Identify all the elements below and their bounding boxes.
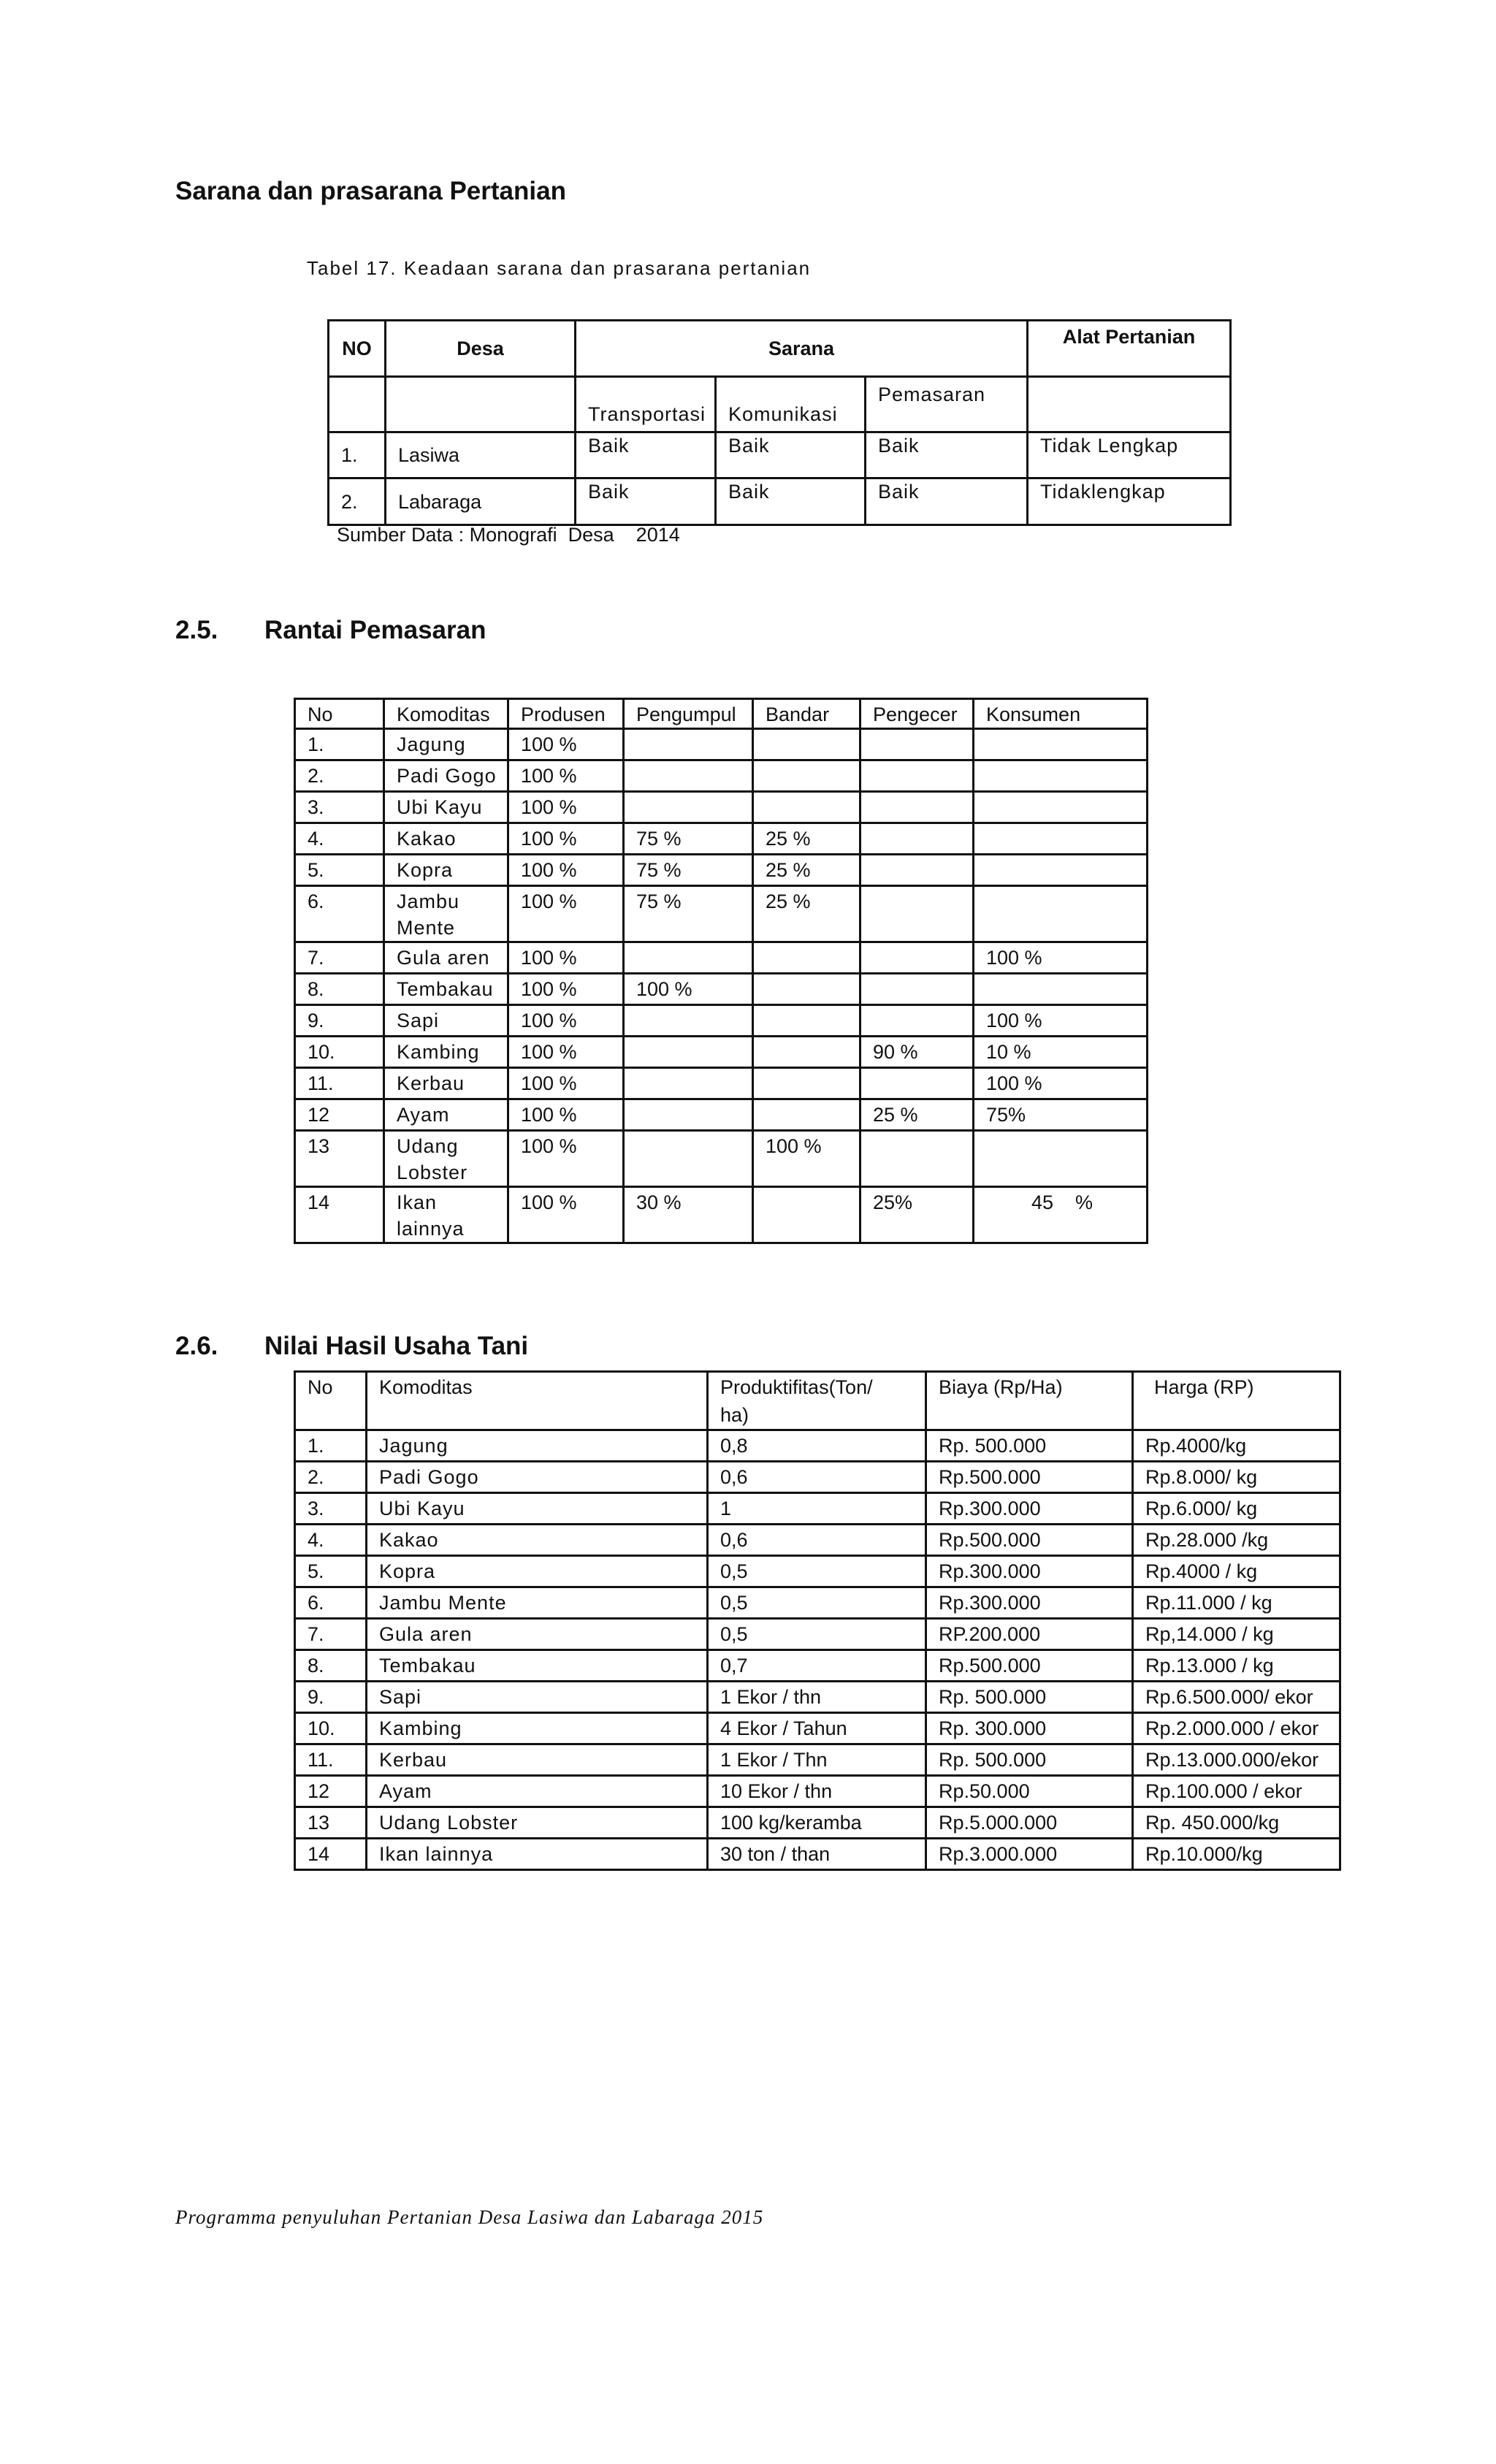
table-row: [295, 1462, 1340, 1493]
cell-konsumen: 100 %: [974, 1068, 1148, 1099]
cell-no: 10.: [295, 1713, 367, 1744]
cell-bandar: [753, 1068, 860, 1099]
cell-harga: Rp.11.000 / kg: [1133, 1587, 1340, 1619]
header-komunikasi: Komunikasi: [716, 377, 866, 432]
cell-pengumpul: [624, 1099, 753, 1131]
cell-komoditas: Sapi: [384, 1005, 508, 1037]
nilai-hasil-table: [294, 1370, 1341, 1871]
page-footer: Programma penyuluhan Pertanian Desa Lasiwa dan Labaraga 2015: [175, 2206, 764, 2228]
cell-komoditas: Udang Lobster: [384, 1131, 508, 1187]
cell-harga: Rp.4000 / kg: [1133, 1556, 1340, 1587]
header-row: [295, 1372, 1340, 1430]
cell-produktifitas: 100 kg/keramba: [708, 1807, 926, 1839]
cell-komoditas: Ayam: [367, 1776, 708, 1807]
cell-produsen: 100 %: [508, 1099, 624, 1131]
header-desa: Desa: [386, 321, 576, 377]
table-row: [295, 760, 1148, 792]
cell-no: 9.: [295, 1682, 367, 1713]
header-biaya: Biaya (Rp/Ha): [926, 1372, 1133, 1430]
header-komoditas: Komoditas: [367, 1372, 708, 1430]
cell-biaya: Rp. 500.000: [926, 1682, 1133, 1713]
cell-pengumpul: 30 %: [624, 1187, 753, 1243]
cell-bandar: 25 %: [753, 823, 860, 855]
header-konsumen: Konsumen: [974, 699, 1148, 729]
cell-harga: Rp,14.000 / kg: [1133, 1619, 1340, 1650]
cell-produktifitas: 0,6: [708, 1525, 926, 1556]
source-note: Sumber Data : Monografi Desa 2014: [337, 524, 680, 546]
header-pengumpul: Pengumpul: [624, 699, 753, 729]
cell-konsumen: 100 %: [974, 1005, 1148, 1037]
cell-no: 2.: [329, 478, 386, 525]
cell-komoditas: Udang Lobster: [367, 1807, 708, 1839]
cell-pengecer: 90 %: [860, 1037, 974, 1068]
cell-no: 6.: [295, 1587, 367, 1619]
cell-biaya: Rp.500.000: [926, 1525, 1133, 1556]
cell-pengumpul: 100 %: [624, 974, 753, 1005]
cell-alat: Tidak Lengkap: [1028, 432, 1231, 478]
cell-bandar: 25 %: [753, 855, 860, 886]
cell-pemasaran: Baik: [866, 478, 1028, 525]
cell-bandar: [753, 1187, 860, 1243]
table-row: [295, 1037, 1148, 1068]
cell-produsen: 100 %: [508, 1131, 624, 1187]
cell-harga: Rp.28.000 /kg: [1133, 1525, 1340, 1556]
cell-no: 1.: [329, 432, 386, 478]
cell-no: 1.: [295, 729, 384, 760]
cell-komoditas: Jambu Mente: [367, 1587, 708, 1619]
cell-komoditas: Gula aren: [384, 942, 508, 974]
cell-komoditas: Tembakau: [367, 1650, 708, 1682]
cell-biaya: Rp. 500.000: [926, 1744, 1133, 1776]
table-row: [295, 729, 1148, 760]
cell-no: 14: [295, 1187, 384, 1243]
table-row: [295, 1099, 1148, 1131]
cell-biaya: Rp.300.000: [926, 1556, 1133, 1587]
cell-komoditas: Kerbau: [367, 1744, 708, 1776]
cell-harga: Rp.6.500.000/ ekor: [1133, 1682, 1340, 1713]
header-pemasaran: Pemasaran: [866, 377, 1028, 432]
cell-produsen: 100 %: [508, 886, 624, 942]
header-produsen: Produsen: [508, 699, 624, 729]
table-row: [295, 886, 1148, 942]
table-row: [295, 1005, 1148, 1037]
header-no: No: [295, 699, 384, 729]
cell-produktifitas: 0,8: [708, 1430, 926, 1462]
cell-komoditas: Ubi Kayu: [384, 792, 508, 823]
section-title-nilai: Nilai Hasil Usaha Tani: [264, 1332, 529, 1360]
cell-pengecer: [860, 792, 974, 823]
table-row: [295, 1587, 1340, 1619]
cell-produsen: 100 %: [508, 1037, 624, 1068]
table-row: [295, 1430, 1340, 1462]
header-pengecer: Pengecer: [860, 699, 974, 729]
cell-produsen: 100 %: [508, 760, 624, 792]
cell-konsumen: 10 %: [974, 1037, 1148, 1068]
cell-komoditas: Padi Gogo: [367, 1462, 708, 1493]
header-harga: Harga (RP): [1133, 1372, 1340, 1430]
cell-produsen: 100 %: [508, 792, 624, 823]
cell-komoditas: Gula aren: [367, 1619, 708, 1650]
cell-produktifitas: 1 Ekor / thn: [708, 1682, 926, 1713]
cell-transportasi: Baik: [576, 478, 716, 525]
cell-biaya: Rp.500.000: [926, 1462, 1133, 1493]
table-row: [295, 1807, 1340, 1839]
cell-harga: Rp.4000/kg: [1133, 1430, 1340, 1462]
cell-no: 9.: [295, 1005, 384, 1037]
cell-produsen: 100 %: [508, 1187, 624, 1243]
cell-konsumen: [974, 792, 1148, 823]
header-transportasi: Transportasi: [576, 377, 716, 432]
table-row: [295, 942, 1148, 974]
cell-bandar: [753, 1099, 860, 1131]
cell-harga: Rp.100.000 / ekor: [1133, 1776, 1340, 1807]
cell-no: 8.: [295, 1650, 367, 1682]
table-row: [295, 1187, 1148, 1243]
cell-no: 4.: [295, 823, 384, 855]
cell-bandar: [753, 942, 860, 974]
table-row: [329, 432, 1231, 478]
cell-no: 7.: [295, 1619, 367, 1650]
cell-bandar: [753, 1037, 860, 1068]
cell-biaya: Rp.300.000: [926, 1587, 1133, 1619]
cell-bandar: [753, 792, 860, 823]
table-row: [295, 792, 1148, 823]
cell-pemasaran: Baik: [866, 432, 1028, 478]
cell-no: 8.: [295, 974, 384, 1005]
cell-pengecer: [860, 942, 974, 974]
cell-no: 10.: [295, 1037, 384, 1068]
cell-bandar: [753, 760, 860, 792]
cell-pengumpul: [624, 1037, 753, 1068]
cell-no: 11.: [295, 1068, 384, 1099]
cell-produktifitas: 0,5: [708, 1556, 926, 1587]
cell-komoditas: Kambing: [367, 1713, 708, 1744]
cell-komoditas: Ubi Kayu: [367, 1493, 708, 1525]
cell-pengumpul: [624, 1068, 753, 1099]
cell-no: 4.: [295, 1525, 367, 1556]
cell-konsumen: 45 %: [974, 1187, 1148, 1243]
table-row: [295, 1619, 1340, 1650]
cell-pengecer: 25%: [860, 1187, 974, 1243]
cell-harga: Rp.13.000.000/ekor: [1133, 1744, 1340, 1776]
table-row: [295, 823, 1148, 855]
cell-harga: Rp.6.000/ kg: [1133, 1493, 1340, 1525]
cell-produsen: 100 %: [508, 729, 624, 760]
cell-produktifitas: 10 Ekor / thn: [708, 1776, 926, 1807]
table-row: [295, 1131, 1148, 1187]
cell-pengumpul: [624, 760, 753, 792]
cell-desa: Lasiwa: [386, 432, 576, 478]
cell-no: 2.: [295, 760, 384, 792]
header-no: NO: [329, 321, 386, 377]
cell-komoditas: Jagung: [367, 1430, 708, 1462]
header-alat-pertanian: Alat Pertanian: [1028, 321, 1231, 377]
cell-komoditas: Kerbau: [384, 1068, 508, 1099]
cell-pengecer: [860, 760, 974, 792]
cell-komunikasi: Baik: [716, 432, 866, 478]
section-title-sarana: Sarana dan prasarana Pertanian: [175, 177, 566, 205]
table-row: [295, 1650, 1340, 1682]
cell-pengumpul: 75 %: [624, 855, 753, 886]
cell-biaya: Rp. 300.000: [926, 1713, 1133, 1744]
table-row: [295, 974, 1148, 1005]
cell-pengecer: 25 %: [860, 1099, 974, 1131]
cell-no: 12: [295, 1776, 367, 1807]
cell-bandar: 25 %: [753, 886, 860, 942]
cell-pengecer: [860, 974, 974, 1005]
cell-pengumpul: 75 %: [624, 823, 753, 855]
cell-no: 3.: [295, 1493, 367, 1525]
cell-produktifitas: 0,5: [708, 1587, 926, 1619]
cell-konsumen: [974, 974, 1148, 1005]
cell-komoditas: Ayam: [384, 1099, 508, 1131]
cell-pengumpul: [624, 1131, 753, 1187]
cell-no: 11.: [295, 1744, 367, 1776]
cell-transportasi: Baik: [576, 432, 716, 478]
cell-harga: Rp.2.000.000 / ekor: [1133, 1713, 1340, 1744]
sarana-table: [327, 319, 1232, 526]
cell-produsen: 100 %: [508, 1068, 624, 1099]
table-row: [295, 855, 1148, 886]
cell-konsumen: 75%: [974, 1099, 1148, 1131]
header-komoditas: Komoditas: [384, 699, 508, 729]
table-row: [295, 1556, 1340, 1587]
cell-biaya: Rp.5.000.000: [926, 1807, 1133, 1839]
cell-pengumpul: [624, 1005, 753, 1037]
cell-konsumen: [974, 886, 1148, 942]
header-blank: [329, 377, 386, 432]
cell-komoditas: Kakao: [384, 823, 508, 855]
cell-produktifitas: 1 Ekor / Thn: [708, 1744, 926, 1776]
table-row: [329, 478, 1231, 525]
cell-pengecer: [860, 1131, 974, 1187]
cell-pengecer: [860, 855, 974, 886]
cell-komoditas: Padi Gogo: [384, 760, 508, 792]
cell-produsen: 100 %: [508, 823, 624, 855]
cell-produktifitas: 1: [708, 1493, 926, 1525]
cell-no: 3.: [295, 792, 384, 823]
cell-produktifitas: 4 Ekor / Tahun: [708, 1713, 926, 1744]
cell-konsumen: [974, 729, 1148, 760]
cell-no: 2.: [295, 1462, 367, 1493]
cell-bandar: [753, 974, 860, 1005]
cell-no: 6.: [295, 886, 384, 942]
cell-biaya: Rp.3.000.000: [926, 1839, 1133, 1870]
cell-harga: Rp.13.000 / kg: [1133, 1650, 1340, 1682]
cell-pengecer: [860, 886, 974, 942]
cell-biaya: Rp.500.000: [926, 1650, 1133, 1682]
header-blank: [1028, 377, 1231, 432]
cell-komoditas: Kambing: [384, 1037, 508, 1068]
section-number-nilai: 2.6.: [175, 1332, 218, 1360]
cell-pengumpul: [624, 942, 753, 974]
cell-harga: Rp.10.000/kg: [1133, 1839, 1340, 1870]
cell-komunikasi: Baik: [716, 478, 866, 525]
cell-komoditas: Ikan lainnya: [367, 1839, 708, 1870]
cell-pengumpul: [624, 792, 753, 823]
cell-produktifitas: 0,7: [708, 1650, 926, 1682]
rantai-pemasaran-table: [294, 698, 1148, 1244]
cell-no: 5.: [295, 1556, 367, 1587]
header-blank: [386, 377, 576, 432]
header-row: [295, 699, 1148, 729]
cell-konsumen: [974, 823, 1148, 855]
cell-desa: Labaraga: [386, 478, 576, 525]
table-row: [295, 1776, 1340, 1807]
cell-biaya: Rp. 500.000: [926, 1430, 1133, 1462]
cell-no: 14: [295, 1839, 367, 1870]
cell-konsumen: [974, 760, 1148, 792]
cell-harga: Rp. 450.000/kg: [1133, 1807, 1340, 1839]
table-row: [295, 1682, 1340, 1713]
cell-produsen: 100 %: [508, 855, 624, 886]
cell-konsumen: [974, 1131, 1148, 1187]
cell-pengumpul: 75 %: [624, 886, 753, 942]
cell-no: 12: [295, 1099, 384, 1131]
cell-komoditas: Kopra: [367, 1556, 708, 1587]
cell-bandar: [753, 729, 860, 760]
section-title-rantai: Rantai Pemasaran: [264, 616, 486, 644]
cell-no: 5.: [295, 855, 384, 886]
cell-biaya: Rp.300.000: [926, 1493, 1133, 1525]
cell-produktifitas: 0,5: [708, 1619, 926, 1650]
cell-produsen: 100 %: [508, 942, 624, 974]
cell-biaya: RP.200.000: [926, 1619, 1133, 1650]
table-row: [295, 1068, 1148, 1099]
cell-pengecer: [860, 823, 974, 855]
cell-pengecer: [860, 1005, 974, 1037]
cell-komoditas: Jagung: [384, 729, 508, 760]
cell-komoditas: Tembakau: [384, 974, 508, 1005]
cell-komoditas: Ikan lainnya: [384, 1187, 508, 1243]
cell-komoditas: Kakao: [367, 1525, 708, 1556]
cell-bandar: 100 %: [753, 1131, 860, 1187]
cell-pengumpul: [624, 729, 753, 760]
header-no: No: [295, 1372, 367, 1430]
table-row: [295, 1839, 1340, 1870]
table-17-caption: Tabel 17. Keadaan sarana dan prasarana pertanian: [307, 257, 812, 279]
cell-pengecer: [860, 1068, 974, 1099]
cell-no: 7.: [295, 942, 384, 974]
section-number-rantai: 2.5.: [175, 616, 218, 644]
header-produktifitas: Produktifitas(Ton/ ha): [708, 1372, 926, 1430]
cell-konsumen: [974, 855, 1148, 886]
cell-konsumen: 100 %: [974, 942, 1148, 974]
cell-komoditas: Kopra: [384, 855, 508, 886]
cell-harga: Rp.8.000/ kg: [1133, 1462, 1340, 1493]
cell-no: 1.: [295, 1430, 367, 1462]
cell-produsen: 100 %: [508, 974, 624, 1005]
header-bandar: Bandar: [753, 699, 860, 729]
cell-komoditas: Sapi: [367, 1682, 708, 1713]
cell-produsen: 100 %: [508, 1005, 624, 1037]
header-sarana: Sarana: [576, 321, 1028, 377]
cell-no: 13: [295, 1807, 367, 1839]
cell-alat: Tidaklengkap: [1028, 478, 1231, 525]
cell-produktifitas: 0,6: [708, 1462, 926, 1493]
table-row: [295, 1744, 1340, 1776]
cell-bandar: [753, 1005, 860, 1037]
table-row: [295, 1525, 1340, 1556]
table-row: [295, 1493, 1340, 1525]
cell-produktifitas: 30 ton / than: [708, 1839, 926, 1870]
table-row: [295, 1713, 1340, 1744]
cell-biaya: Rp.50.000: [926, 1776, 1133, 1807]
cell-pengecer: [860, 729, 974, 760]
cell-no: 13: [295, 1131, 384, 1187]
cell-komoditas: Jambu Mente: [384, 886, 508, 942]
